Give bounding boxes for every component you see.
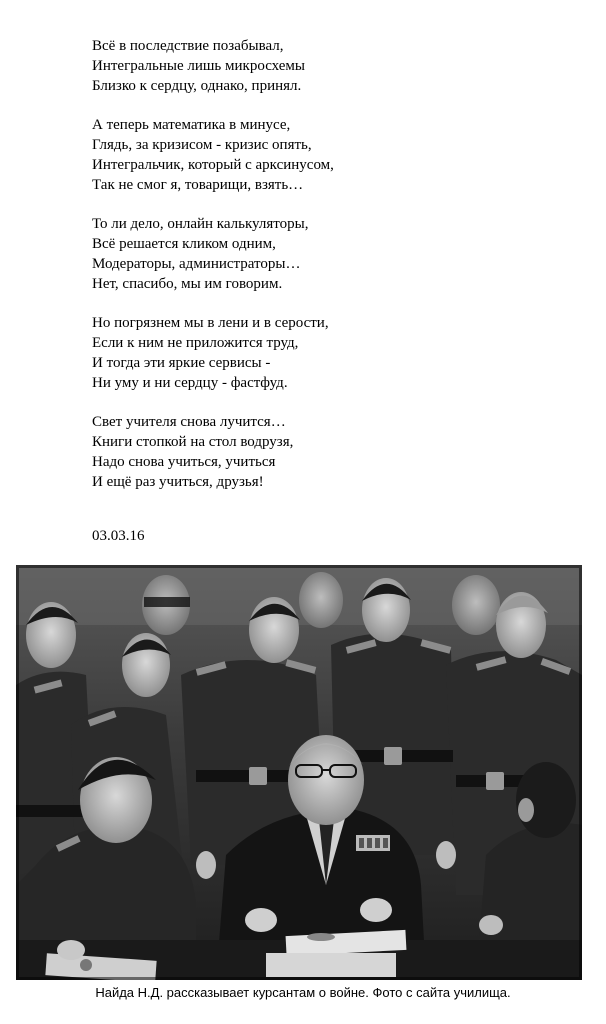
poem-line: Интегральные лишь микросхемы [92,58,306,74]
stanza [92,36,512,96]
poem-line: Глядь, за кризисом - кризис опять, [92,137,312,153]
poem-line: А теперь математика в минусе, [92,117,291,133]
poem-line: Надо снова учиться, учиться [92,454,276,470]
poem-line: То ли дело, онлайн калькуляторы, [92,216,309,232]
poem-line: Интегральчик, который с арксинусом, [92,157,334,173]
poem-date: 03.03.16 [92,528,145,544]
poem-line: Всё решается кликом одним, [92,236,276,252]
photo [16,565,582,980]
photo-illustration [16,565,582,980]
poem-line: Всё в последствие позабывал, [92,38,284,54]
poem-line: Близко к сердцу, однако, принял. [92,78,302,94]
poem-line: И ещё раз учиться, друзья! [92,474,264,490]
poem-line: Но погрязнем мы в лени и в серости, [92,315,329,331]
poem-line: Нет, спасибо, мы им говорим. [92,276,283,292]
poem-line: Свет учителя снова лучится… [92,414,286,430]
stanza [92,115,512,195]
poem-line: Ни уму и ни сердцу - фастфуд. [92,375,288,391]
stanza [92,412,512,492]
stanza [92,214,512,294]
poem-line: Если к ним не приложится труд, [92,335,299,351]
poem-line: Модераторы, администраторы… [92,256,301,272]
poem-line: И тогда эти яркие сервисы - [92,355,271,371]
stanza [92,313,512,393]
poem [92,36,512,511]
poem-line: Книги стопкой на стол водрузя, [92,434,294,450]
photo-caption: Найда Н.Д. рассказывает курсантам о войне. Фото с сайта училища. [95,985,511,1000]
poem-line: Так не смог я, товарищи, взять… [92,177,304,193]
